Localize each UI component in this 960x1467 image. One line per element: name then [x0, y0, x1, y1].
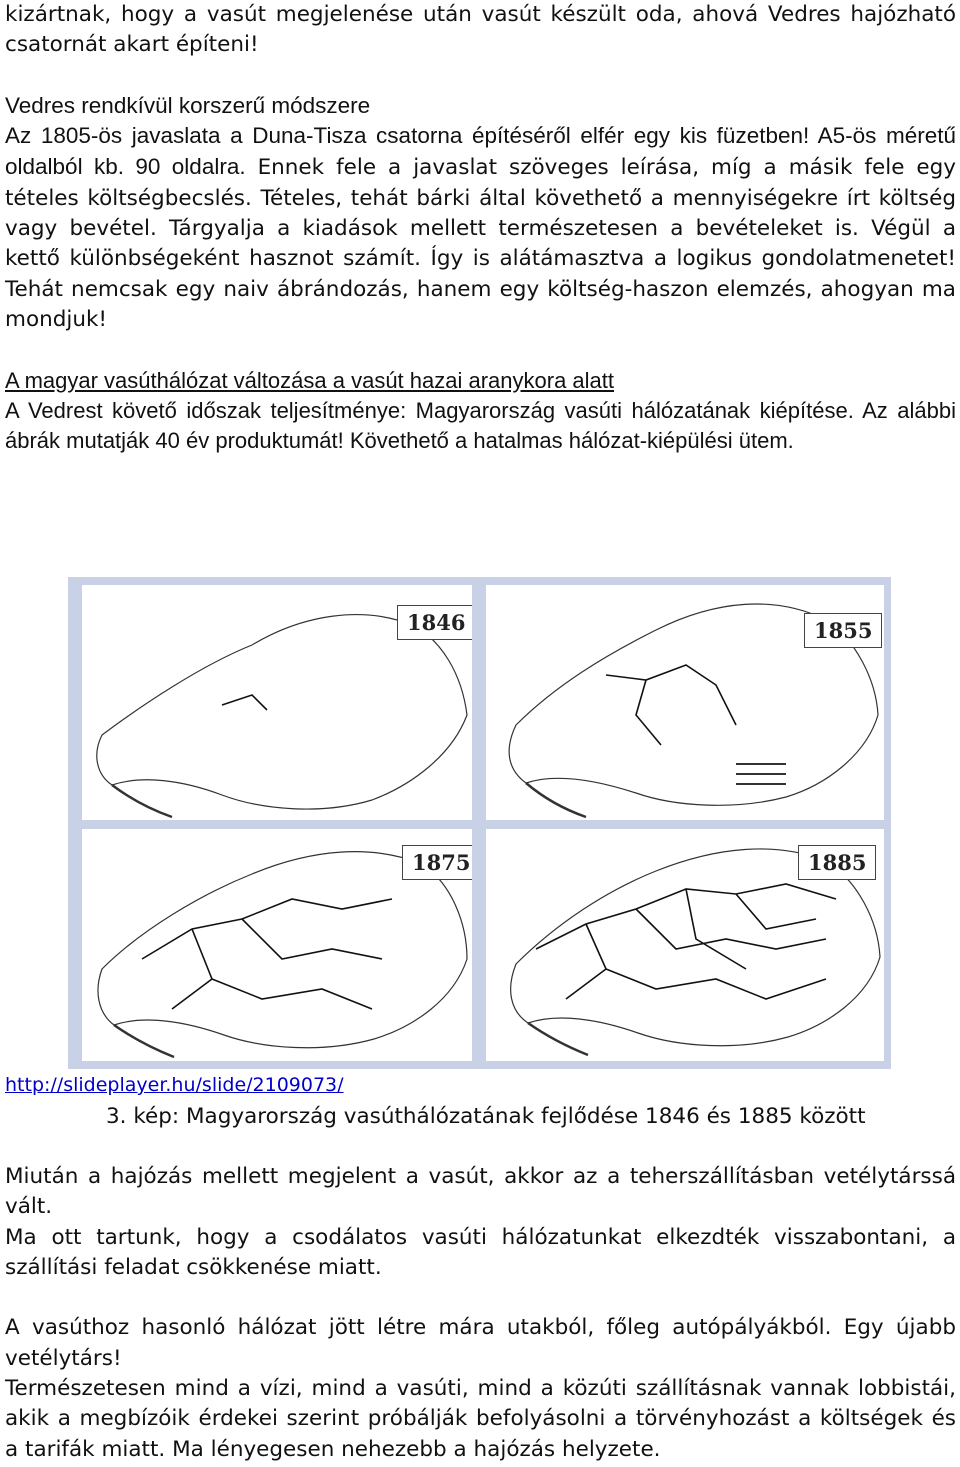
paragraph-competitor: Miután a hajózás mellett megjelent a vasút, akkor az a teherszállításban vetélytárssá vált.	[5, 1164, 956, 1220]
railway-maps-figure	[68, 577, 891, 1069]
map-1855	[486, 585, 884, 820]
map-1875-year: 1875	[402, 845, 472, 880]
source-link[interactable]: http://slideplayer.hu/slide/2109073/	[5, 1074, 344, 1096]
lower-text	[5, 1162, 956, 1465]
map-1885	[486, 829, 884, 1061]
paragraph-lobbies: Természetesen mind a vízi, mind a vasúti, mind a közúti szállításnak vannak lobbistái, akik a megbízóik érdekei szerint próbálják befolyásolni a törvényhozást a költségek és a tarifák miatt. Ma lényegesen nehezebb a hajózás helyzete.	[5, 1376, 956, 1462]
map-1875	[82, 829, 472, 1061]
figure-caption: 3. kép: Magyarország vasúthálózatának fejlődése 1846 és 1885 között	[106, 1104, 866, 1129]
document-page	[5, 0, 956, 456]
section-heading-vedres: Vedres rendkívül korszerű módszere	[5, 92, 371, 118]
map-1846-year: 1846	[397, 605, 472, 640]
map-1855-year: 1855	[804, 613, 882, 648]
paragraph-dismantling: Ma ott tartunk, hogy a csodálatos vasúti hálózatunkat elkezdték visszabontani, a szállítási feladat csökkenése miatt.	[5, 1224, 956, 1280]
section-body-vedres-part1: Az 1805-ös javaslata a Duna-Tisza csatorna építéséről elfér egy kis füzetben! A5-ös méretű oldalból kb. 90 oldalra.	[5, 123, 956, 180]
paragraph-roads: A vasúthoz hasonló hálózat jött létre mára utakból, főleg autópályákból. Egy újabb vetélytárs!	[5, 1315, 956, 1371]
section-body-vedres-part2: Ennek fele a javaslat szöveges leírása, míg a másik fele egy tételes költségbecslés. Tételes, tehát bárki által követhető a mennyiségekre írt költség vagy bevétel. Tárgyalja a kiadások mellett természetesen a bevételeket is. Végül a kettő különbségeként hasznot számít. Így is alátámasztva a logikus gondolatmenetet! Tehát nemcsak egy naiv ábrándozás, hanem egy költség-haszon elemzés, ahogyan ma mondjuk!	[5, 155, 957, 332]
map-1846	[82, 585, 472, 820]
map-1885-year: 1885	[798, 845, 876, 880]
section-heading-railway: A magyar vasúthálózat változása a vasút hazai aranykora alatt	[5, 367, 615, 393]
section-body-vedres	[5, 121, 956, 335]
section-body-railway: A Vedrest követő időszak teljesítménye: Magyarország vasúti hálózatának kiépítése. Az alábbi ábrák mutatják 40 év produktumát! Követhető a hatalmas hálózat-kiépülési ütem.	[5, 397, 956, 454]
intro-paragraph: kizártnak, hogy a vasút megjelenése után vasút készült oda, ahová Vedres hajózható csatornát akart építeni!	[5, 2, 956, 58]
